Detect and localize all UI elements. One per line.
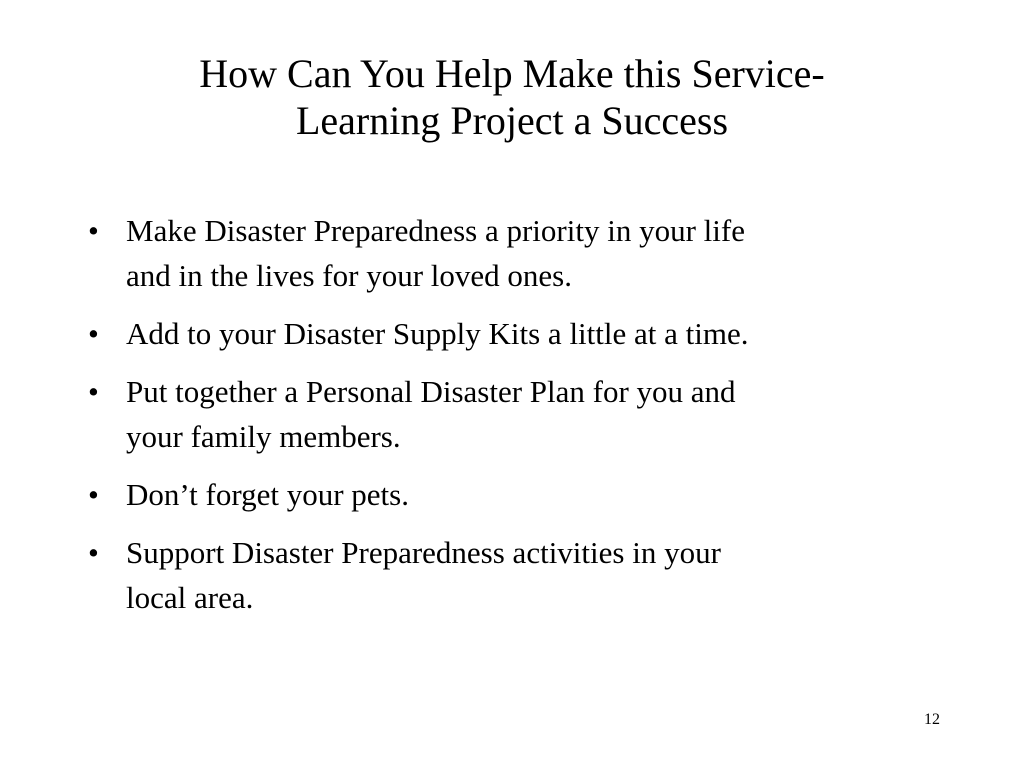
slide-title-line: How Can You Help Make this Service-: [199, 51, 825, 96]
slide-title: [112, 50, 912, 144]
bullet-text-line: your family members.: [126, 419, 401, 454]
bullet-text-line: Support Disaster Preparedness activities in your: [126, 535, 721, 570]
bullet-text-line: Don’t forget your pets.: [126, 477, 409, 512]
bullet-item: [86, 530, 946, 620]
page-number: 12: [924, 711, 940, 728]
bullet-text-line: Add to your Disaster Supply Kits a little at a time.: [126, 316, 749, 351]
bullet-text-line: Put together a Personal Disaster Plan for you and: [126, 374, 736, 409]
bullet-text-line: and in the lives for your loved ones.: [126, 258, 572, 293]
slide-title-line: Learning Project a Success: [295, 98, 729, 143]
bullet-text-line: local area.: [126, 580, 254, 615]
bullet-item: [86, 369, 946, 459]
bullet-list: [86, 208, 946, 620]
bullet-dot-icon: •: [88, 316, 99, 351]
bullet-dot-icon: •: [88, 477, 99, 512]
bullet-dot-icon: •: [88, 374, 99, 409]
bullet-item: [86, 472, 946, 517]
bullet-dot-icon: •: [88, 213, 99, 248]
bullet-item: [86, 208, 946, 298]
bullet-text-line: Make Disaster Preparedness a priority in your life: [126, 213, 745, 248]
bullet-dot-icon: •: [88, 535, 99, 570]
bullet-item: [86, 311, 946, 356]
